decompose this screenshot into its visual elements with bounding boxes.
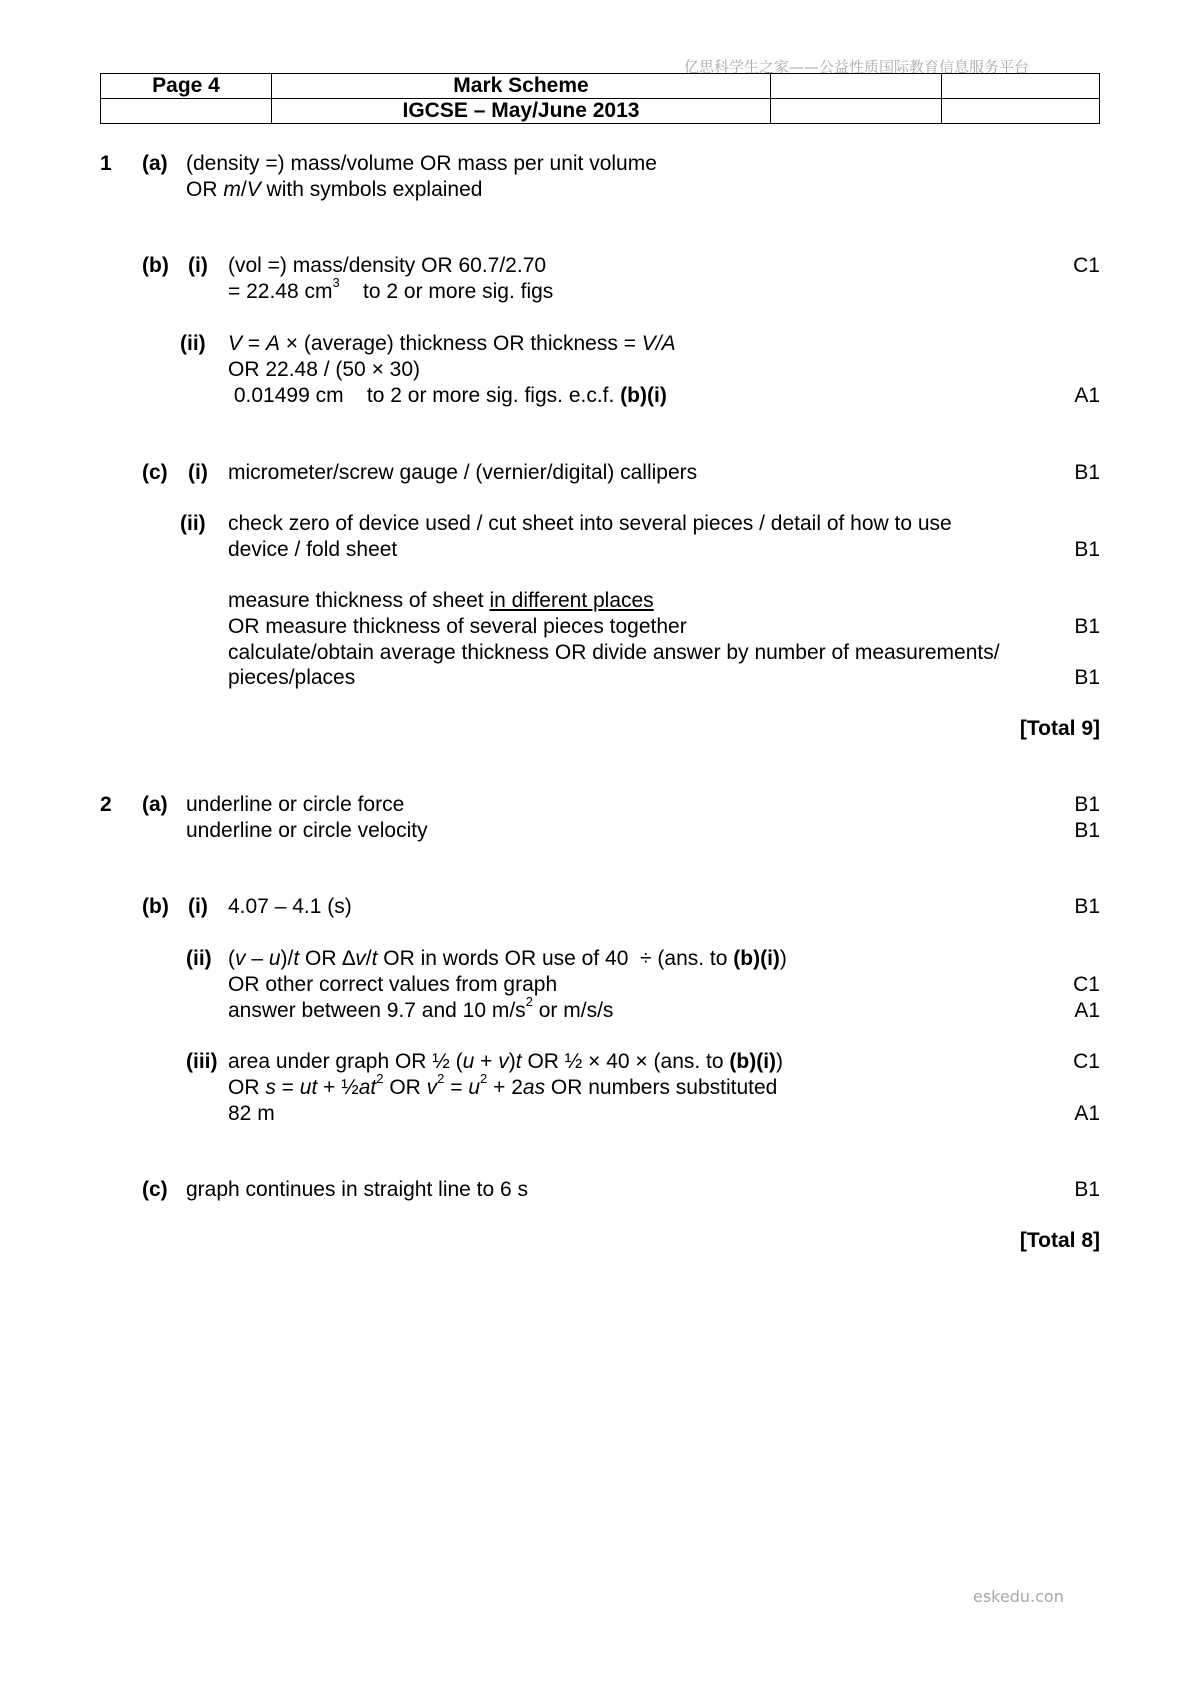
question-1-number: 1 xyxy=(100,152,112,175)
q1-c-i-label: (i) xyxy=(188,461,208,484)
question-2-number: 2 xyxy=(100,793,112,816)
q1-b-ii-mark: A1 xyxy=(1074,384,1100,407)
q1-c-ii-mark4: B1 xyxy=(1074,615,1100,638)
q1-c-ii-line3: measure thickness of sheet in different places xyxy=(228,589,654,612)
q2-a-label: (a) xyxy=(142,793,168,816)
q1-b-ii-line3: 0.01499 cm to 2 or more sig. figs. e.c.f. (b)(i) xyxy=(228,384,667,407)
q1-c-i-line1: micrometer/screw gauge / (vernier/digital) callipers xyxy=(228,461,698,484)
q1-b-i-mark: C1 xyxy=(1073,254,1100,277)
q2-b-ii-line3: answer between 9.7 and 10 $m/s^2$ or m/s/s xyxy=(228,994,614,1022)
q2-a-mark2: B1 xyxy=(1074,819,1100,842)
q1-c-ii-mark6: B1 xyxy=(1074,666,1100,689)
q1-c-label: (c) xyxy=(142,461,168,484)
q1-b-ii-label: (ii) xyxy=(180,332,206,355)
q2-b-label: (b) xyxy=(142,895,169,918)
q2-a-line2: underline or circle velocity xyxy=(186,819,428,842)
q2-b-iii-line2: OR s = ut + $\frac{1}{2}at^2$ OR $v^2 = u^2 + 2as$ OR numbers substituted xyxy=(228,1071,778,1099)
q1-c-ii-line2: device / fold sheet xyxy=(228,538,398,561)
q2-c-mark: B1 xyxy=(1074,1178,1100,1201)
header-cell-empty xyxy=(771,74,942,99)
q2-b-ii-mark3: A1 xyxy=(1074,999,1100,1022)
q2-b-iii-label: (iii) xyxy=(186,1050,218,1073)
q2-b-iii-mark1: C1 xyxy=(1073,1050,1100,1073)
header-title: Mark Scheme xyxy=(272,74,771,99)
header-cell-empty xyxy=(942,99,1100,124)
q1-c-ii-mark2: B1 xyxy=(1074,538,1100,561)
q1-c-ii-line5: calculate/obtain average thickness OR divide answer by number of measurements/ xyxy=(228,641,1000,664)
q1-c-ii-line4: OR measure thickness of several pieces together xyxy=(228,615,687,638)
q1-b-ii-line2: OR 22.48 / (50 × 30) xyxy=(228,358,421,381)
q2-a-mark1: B1 xyxy=(1074,793,1100,816)
q1-c-ii-line6: pieces/places xyxy=(228,666,356,689)
q1-c-ii-label: (ii) xyxy=(180,512,206,535)
q1-c-i-mark: B1 xyxy=(1074,461,1100,484)
q1-a-line1: (density =) mass/volume OR mass per unit volume xyxy=(186,152,657,175)
header-table xyxy=(100,73,1100,124)
q2-b-iii-line1: area under graph OR ½ (u + v)t OR ½ × 40 × (ans. to (b)(i)) xyxy=(228,1050,784,1073)
q2-c-line1: graph continues in straight line to 6 s xyxy=(186,1178,529,1201)
header-cell-empty xyxy=(771,99,942,124)
header-cell-empty xyxy=(942,74,1100,99)
q1-a-label: (a) xyxy=(142,152,168,175)
q2-b-iii-mark3: A1 xyxy=(1074,1102,1100,1125)
q2-b-i-label: (i) xyxy=(188,895,208,918)
q2-b-iii-line3: 82 m xyxy=(228,1102,275,1125)
q2-c-label: (c) xyxy=(142,1178,168,1201)
q2-b-ii-line1: (v – u)/t OR ∆v/t OR in words OR use of 40 ÷ (ans. to (b)(i)) xyxy=(228,947,787,970)
q2-a-line1: underline or circle force xyxy=(186,793,405,816)
q2-total: [Total 8] xyxy=(1019,1229,1100,1252)
q2-b-ii-line2: OR other correct values from graph xyxy=(228,973,558,996)
q1-c-ii-line1: check zero of device used / cut sheet into several pieces / detail of how to use xyxy=(228,512,952,535)
q1-b-i-line1: (vol =) mass/density OR 60.7/2.70 xyxy=(228,254,547,277)
q2-b-ii-label: (ii) xyxy=(186,947,212,970)
header-page: Page 4 xyxy=(101,74,272,99)
q2-b-ii-mark2: C1 xyxy=(1073,973,1100,996)
q1-total: [Total 9] xyxy=(1019,717,1100,740)
q1-b-i-label: (i) xyxy=(188,254,208,277)
watermark-bottom: eskedu.con xyxy=(973,1587,1064,1606)
header-exam: IGCSE – May/June 2013 xyxy=(272,99,771,124)
q1-b-label: (b) xyxy=(142,254,169,277)
q1-b-ii-line1: V = A × (average) thickness OR thickness = V/A xyxy=(228,332,676,355)
header-cell-empty xyxy=(101,99,272,124)
q2-b-i-line1: 4.07 – 4.1 (s) xyxy=(228,895,352,918)
q1-b-i-line2: = 22.48 $cm^3$ to 2 or more sig. figs xyxy=(228,275,554,303)
q1-a-line2: OR m/V with symbols explained xyxy=(186,178,483,201)
q2-b-i-mark: B1 xyxy=(1074,895,1100,918)
watermark-top: 亿思科学生之家——公益性质国际教育信息服务平台 xyxy=(684,58,1030,76)
